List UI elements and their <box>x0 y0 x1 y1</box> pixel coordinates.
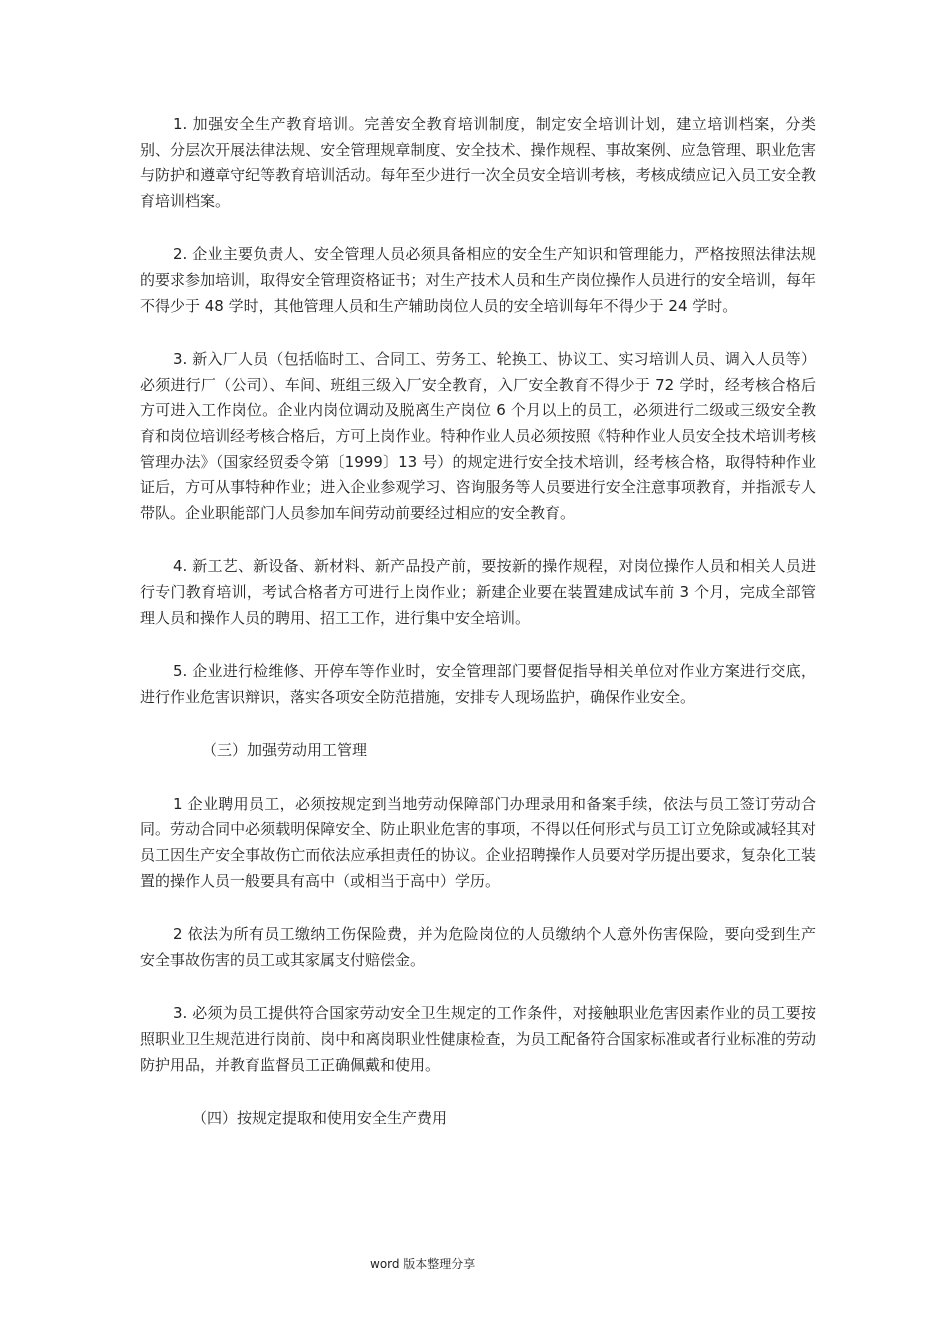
paragraph-2: 2. 企业主要负责人、安全管理人员必须具备相应的安全生产知识和管理能力，严格按照法律法规的要求参加培训，取得安全管理资格证书；对生产技术人员和生产岗位操作人员进行的安全培训，每年不得少于 48 学时，其他管理人员和生产辅助岗位人员的安全培训每年不得少于 24 学时。 <box>140 245 816 315</box>
page-footer: word 版本整理分享 <box>370 1257 476 1271</box>
paragraph-7: 2 依法为所有员工缴纳工伤保险费，并为危险岗位的人员缴纳个人意外伤害保险，要向受到生产安全事故伤害的员工或其家属支付赔偿金。 <box>140 925 816 969</box>
paragraph-5: 5. 企业进行检维修、开停车等作业时，安全管理部门要督促指导相关单位对作业方案进行交底，进行作业危害识辩识，落实各项安全防范措施，安排专人现场监护，确保作业安全。 <box>140 662 816 706</box>
paragraph-3: 3. 新入厂人员（包括临时工、合同工、劳务工、轮换工、协议工、实习培训人员、调入人员等）必须进行厂（公司）、车间、班组三级入厂安全教育，入厂安全教育不得少于 72 学时，经考核合格后方可进入工作岗位。企业内岗位调动及脱离生产岗位 6 个月以上的员工，必须进行二级或三级安全教育和岗位培训经考核合格后，方可上岗作业。特种作业人员必须按照《特种作业人员安全技术培训考核管理办法》（国家经贸委令第〔1999〕13 号）的规定进行安全技术培训，经考核合格，取得特种作业证后，方可从事特种作业；进入企业参观学习、咨询服务等人员要进行安全注意事项教育，并指派专人带队。企业职能部门人员参加车间劳动前要经过相应的安全教育。 <box>140 350 816 522</box>
paragraph-4: 4. 新工艺、新设备、新材料、新产品投产前，要按新的操作规程，对岗位操作人员和相关人员进行专门教育培训，考试合格者方可进行上岗作业；新建企业要在装置建成试车前 3 个月，完成全部管理人员和操作人员的聘用、招工工作，进行集中安全培训。 <box>140 557 816 627</box>
section-heading-4: （四）按规定提取和使用安全生产费用 <box>192 1109 448 1128</box>
paragraph-8: 3. 必须为员工提供符合国家劳动安全卫生规定的工作条件，对接触职业危害因素作业的员工要按照职业卫生规范进行岗前、岗中和离岗职业性健康检查，为员工配备符合国家标准或者行业标准的劳动防护用品，并教育监督员工正确佩戴和使用。 <box>140 1004 816 1074</box>
document-body <box>140 112 816 1160</box>
paragraph-1: 1. 加强安全生产教育培训。完善安全教育培训制度，制定安全培训计划，建立培训档案，分类别、分层次开展法律法规、安全管理规章制度、安全技术、操作规程、事故案例、应急管理、职业危害与防护和遵章守纪等教育培训活动。每年至少进行一次全员安全培训考核，考核成绩应记入员工安全教育培训档案。 <box>140 115 816 210</box>
section-heading-3: （三）加强劳动用工管理 <box>202 741 368 760</box>
paragraph-6: 1 企业聘用员工，必须按规定到当地劳动保障部门办理录用和备案手续，依法与员工签订劳动合同。劳动合同中必须载明保障安全、防止职业危害的事项，不得以任何形式与员工订立免除或减轻其对员工因生产安全事故伤亡而依法应承担责任的协议。企业招聘操作人员要对学历提出要求，复杂化工装置的操作人员一般要具有高中（或相当于高中）学历。 <box>140 794 816 890</box>
